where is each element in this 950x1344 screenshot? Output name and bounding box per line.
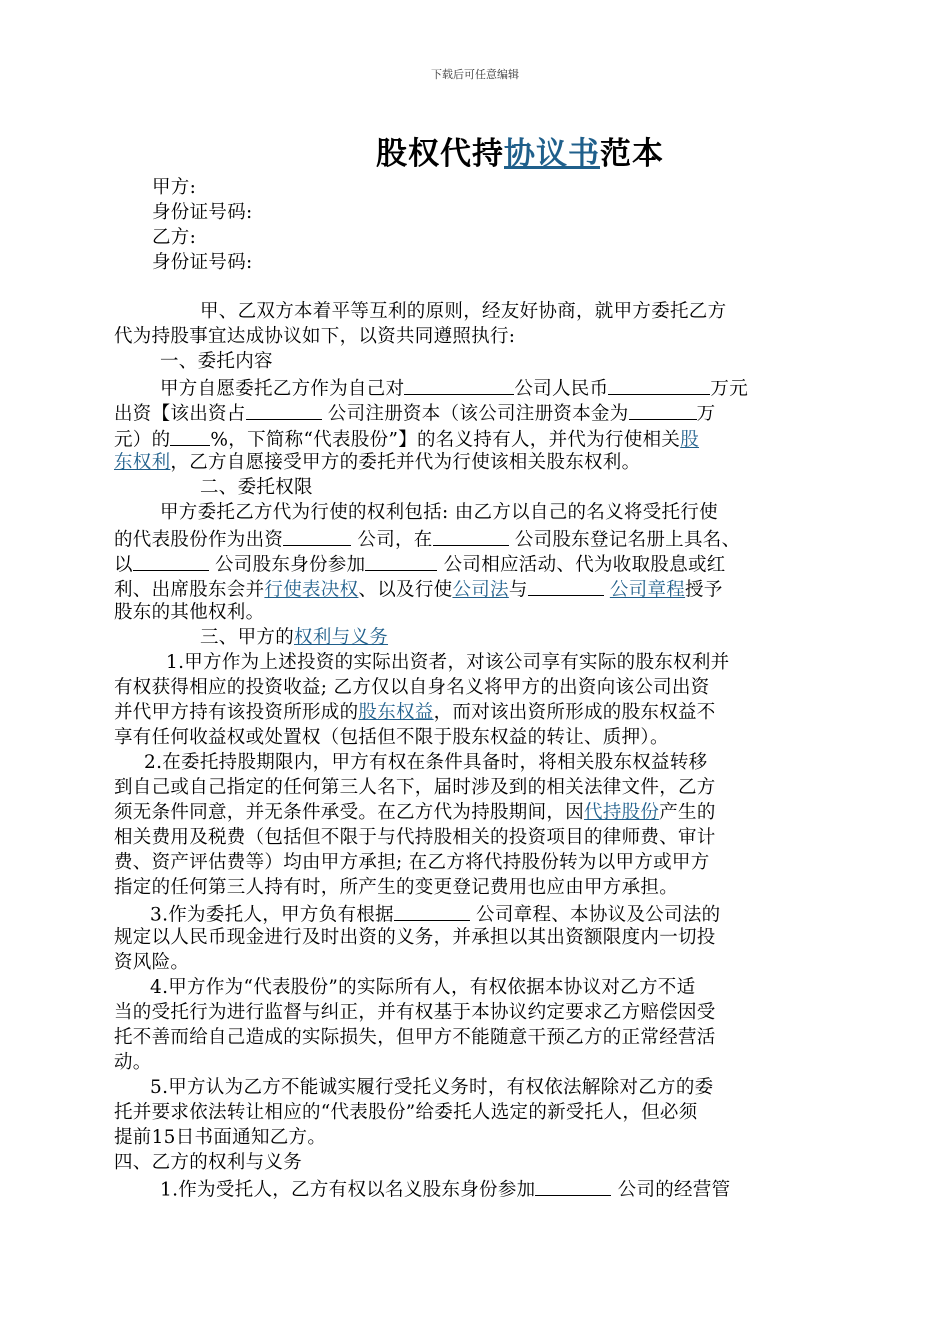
body-line: [114, 451, 640, 475]
text: %，下简称“代表股份”】的名义持有人，并代为行使相关: [210, 429, 681, 451]
fill-blank: [433, 526, 509, 546]
body-line: [114, 526, 740, 553]
body-line: 享有任何收益权或处置权（包括但不限于股东权益的转让、质押）。: [114, 727, 669, 748]
fill-blank: [283, 526, 351, 546]
body-line: 2.在委托持股期限内，甲方有权在条件具备时，将相关股东权益转移: [144, 752, 708, 773]
text: 万: [696, 403, 716, 425]
text: 的代表股份作为出资: [114, 529, 284, 551]
party-b-id-label: 身份证号码:: [152, 252, 253, 273]
title-text-end: 范本: [600, 136, 664, 172]
text: 元）的: [114, 429, 171, 451]
text: 公司注册资本（该公司注册资本金为: [327, 403, 629, 425]
text: 以: [114, 554, 133, 576]
body-line: [114, 801, 716, 825]
body-line: 相关费用及税费（包括但不限于与代持股相关的投资项目的律师费、审计: [114, 827, 716, 848]
fill-blank: [394, 901, 470, 921]
fill-blank: [404, 375, 514, 395]
body-line: [160, 1176, 730, 1203]
text: 公司人民币: [514, 378, 609, 400]
section-heading-2: 二、委托权限: [200, 477, 313, 498]
body-line: 指定的任何第三人持有时，所产生的变更登记费用也应由甲方承担。: [114, 877, 679, 898]
section-heading-4: 四、乙方的权利与义务: [114, 1152, 303, 1173]
body-line: [114, 551, 726, 578]
fill-blank: [528, 576, 604, 596]
text: 授予: [685, 579, 723, 601]
text: 1.作为受托人，乙方有权以名义股东身份参加: [160, 1179, 536, 1201]
text: 公司的经营管: [617, 1179, 731, 1201]
body-line: 甲方委托乙方代为行使的权利包括: 由乙方以自己的名义将受托行使: [160, 502, 718, 523]
header-note: 下载后可任意编辑: [431, 68, 519, 81]
body-line: 托不善而给自己造成的实际损失，但甲方不能随意干预乙方的正常经营活: [114, 1027, 716, 1048]
fill-blank: [170, 426, 210, 446]
body-line: [114, 426, 699, 453]
document-title: [0, 128, 950, 173]
text: 利、出席股东会并: [114, 579, 265, 601]
body-line: 托并要求依法转让相应的“代表股份”给委托人选定的新受托人，但必须: [114, 1102, 698, 1123]
party-b-label: 乙方:: [152, 227, 197, 248]
shareholder-rights-link[interactable]: 东权利: [114, 452, 171, 473]
shareholder-equity-link[interactable]: 股东权益: [358, 702, 434, 723]
body-line: 1.甲方作为上述投资的实际出资者，对该公司享有实际的股东权利并: [166, 652, 730, 673]
text: ，而对该出资所形成的股东权益不: [433, 702, 716, 723]
fill-blank: [246, 400, 322, 420]
fill-blank: [133, 551, 209, 571]
body-line: [160, 375, 748, 402]
body-line: [114, 576, 723, 603]
body-line: 到自己或自己指定的任何第三人名下，届时涉及到的相关法律文件，乙方: [114, 777, 716, 798]
body-line: 5.甲方认为乙方不能诚实履行受托义务时，有权依法解除对乙方的委: [150, 1077, 714, 1098]
section-heading-3: [200, 626, 388, 650]
text: 与: [508, 579, 528, 601]
text: ，乙方自愿接受甲方的委托并代为行使该相关股东权利。: [170, 452, 641, 473]
text: 三、甲方的: [200, 627, 295, 648]
body-line: [150, 901, 720, 928]
body-line: 有权获得相应的投资收益; 乙方仅以自身名义将甲方的出资向该公司出资: [114, 677, 710, 698]
text: 产生的: [659, 802, 716, 823]
body-line: 费、资产评估费等）均由甲方承担; 在乙方将代持股份转为以甲方或甲方: [114, 852, 710, 873]
preamble-line: 甲、乙双方本着平等互利的原则，经友好协商，就甲方委托乙方: [200, 301, 727, 322]
articles-of-association-link[interactable]: 公司章程: [609, 579, 686, 601]
text: 公司股东身份参加: [215, 554, 366, 576]
title-link[interactable]: 协议书: [504, 136, 600, 172]
text: 公司股东登记名册上具名、: [514, 529, 741, 551]
body-line: 提前15日书面通知乙方。: [114, 1127, 327, 1148]
party-a-id-label: 身份证号码:: [152, 202, 253, 223]
party-a-label: 甲方:: [152, 177, 197, 198]
text: 须无条件同意，并无条件承受。在乙方代为持股期间，因: [114, 802, 585, 823]
voting-rights-link[interactable]: 行使表决权: [264, 579, 359, 601]
fill-blank: [535, 1176, 611, 1196]
fill-blank: [629, 400, 697, 420]
body-line: [114, 701, 716, 725]
fill-blank: [365, 551, 437, 571]
body-line: [114, 400, 715, 427]
nominee-shares-link[interactable]: 代持股份: [584, 802, 660, 823]
section-heading-1: 一、委托内容: [160, 351, 273, 372]
body-line: 资风险。: [114, 952, 190, 973]
title-text: 股权代持: [376, 136, 504, 172]
shareholder-rights-link[interactable]: 股: [680, 429, 700, 451]
body-line: 规定以人民币现金进行及时出资的义务，并承担以其出资额限度内一切投: [114, 927, 716, 948]
rights-obligations-link[interactable]: 权利与义务: [294, 627, 389, 648]
text: 并代甲方持有该投资所形成的: [114, 702, 359, 723]
text: 公司相应活动、代为收取股息或红: [443, 554, 726, 576]
fill-blank: [608, 375, 710, 395]
text: 万元: [710, 378, 749, 400]
body-line: 股东的其他权利。: [114, 602, 265, 623]
text: 公司，在: [357, 529, 433, 551]
body-line: 当的受托行为进行监督与纠正，并有权基于本协议约定要求乙方赔偿因受: [114, 1002, 716, 1023]
text: 公司章程、本协议及公司法的: [476, 904, 721, 926]
text: 甲方自愿委托乙方作为自己对: [160, 378, 405, 400]
preamble-line: 代为持股事宜达成协议如下，以资共同遵照执行:: [114, 326, 516, 347]
text: 、以及行使: [358, 579, 453, 601]
body-line: 动。: [114, 1052, 152, 1073]
text: 出资【该出资占: [114, 403, 246, 425]
company-law-link[interactable]: 公司法: [452, 579, 509, 601]
text: 3.作为委托人，甲方负有根据: [150, 904, 394, 926]
body-line: 4.甲方作为“代表股份”的实际所有人，有权依据本协议对乙方不适: [150, 977, 696, 998]
